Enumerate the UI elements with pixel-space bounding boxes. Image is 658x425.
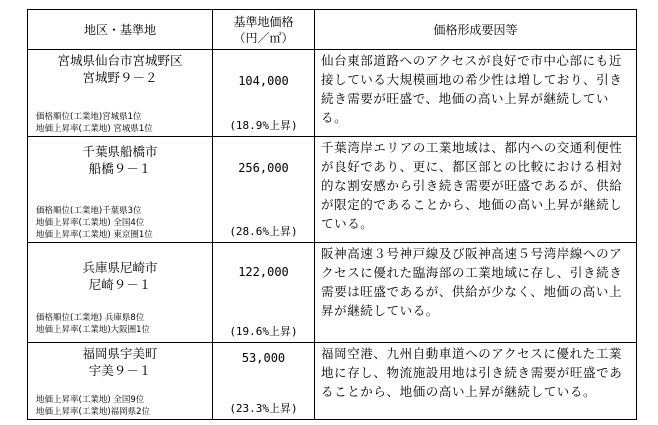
price-cell	[213, 343, 315, 420]
factor-cell	[315, 343, 637, 420]
location-prefecture: 兵庫県尼崎市	[82, 260, 158, 275]
location-cell	[28, 137, 213, 243]
price-cell	[213, 50, 315, 137]
price-value: 122,000	[238, 265, 289, 279]
location-address: 宮城野９－２	[82, 70, 158, 85]
rank-line: 地価上昇率(工業地) 東京圏1位	[36, 230, 153, 240]
header-factors: 価格形成要因等	[315, 10, 637, 50]
rank-line: 地価上昇率(工業地)福岡県2位	[36, 407, 151, 417]
factor-text: 福岡空港、九州自動車道へのアクセスに優れた工業地に存し、物流施設用地は引き続き需要が旺盛であることから、地価の高い上昇が継続している。	[321, 346, 623, 399]
location-address: 尼崎９－１	[88, 277, 152, 292]
rank-line: 価格順位(工業地)千葉県3位	[36, 206, 142, 216]
rank-line: 地価上昇率(工業地) 全国9位	[36, 395, 145, 405]
factor-cell	[315, 243, 637, 343]
rank-line: 地価上昇率(工業地) 全国4位	[36, 218, 145, 228]
price-change: (18.9%上昇)	[229, 119, 298, 132]
factor-text: 仙台東部道路へのアクセスが良好で市中心部にも近接している大規模画地の希少性は増しており、引き続き需要が旺盛で、地価の高い上昇が継続している。	[321, 53, 623, 125]
location-address: 宇美９－１	[88, 363, 152, 378]
land-price-table	[27, 9, 637, 420]
location-cell	[28, 50, 213, 137]
location-prefecture: 宮城県仙台市宮城野区	[57, 53, 183, 68]
price-change: (19.6%上昇)	[229, 325, 298, 338]
price-value: 53,000	[241, 351, 286, 365]
location-address: 船橋９－１	[88, 161, 152, 176]
price-value: 104,000	[238, 74, 289, 88]
header-price-unit: （円／㎡）	[233, 30, 294, 45]
table-row	[28, 343, 637, 420]
location-cell	[28, 343, 213, 420]
price-value: 256,000	[238, 161, 289, 175]
location-prefecture: 福岡県宇美町	[82, 346, 158, 361]
table-header-row	[28, 10, 637, 50]
price-change: (28.6%上昇)	[229, 225, 298, 238]
rank-line: 地価上昇率(工業地)大阪圏1位	[36, 325, 151, 335]
header-location: 地区・基準地	[28, 10, 213, 50]
header-price-line1: 基準地価格	[233, 14, 294, 29]
rank-line: 価格順位(工業地)宮城県1位	[36, 112, 142, 122]
factor-cell	[315, 137, 637, 243]
price-change: (23.3%上昇)	[229, 402, 298, 415]
table-row	[28, 50, 637, 137]
price-cell	[213, 243, 315, 343]
location-cell	[28, 243, 213, 343]
factor-cell	[315, 50, 637, 137]
factor-text: 千葉湾岸エリアの工業地域は、都内への交通利便性が良好であり、更に、都区部との比較における相対的な割安感から引き続き需要が旺盛であるが、供給が限定的であることから、地価の高い上昇が継続している。	[321, 140, 623, 231]
rank-line: 地価上昇率(工業地) 宮城県1位	[36, 124, 153, 134]
header-price	[213, 10, 315, 50]
rank-line: 価格順位(工業地) 兵庫県8位	[36, 313, 145, 323]
table-row	[28, 137, 637, 243]
location-prefecture: 千葉県船橋市	[82, 144, 158, 159]
price-cell	[213, 137, 315, 243]
table-row	[28, 243, 637, 343]
factor-text: 阪神高速３号神戸線及び阪神高速５号湾岸線へのアクセスに優れた臨海部の工業地域に存し、引き続き需要は旺盛であるが、供給が少なく、地価の高い上昇が継続している。	[321, 246, 623, 318]
